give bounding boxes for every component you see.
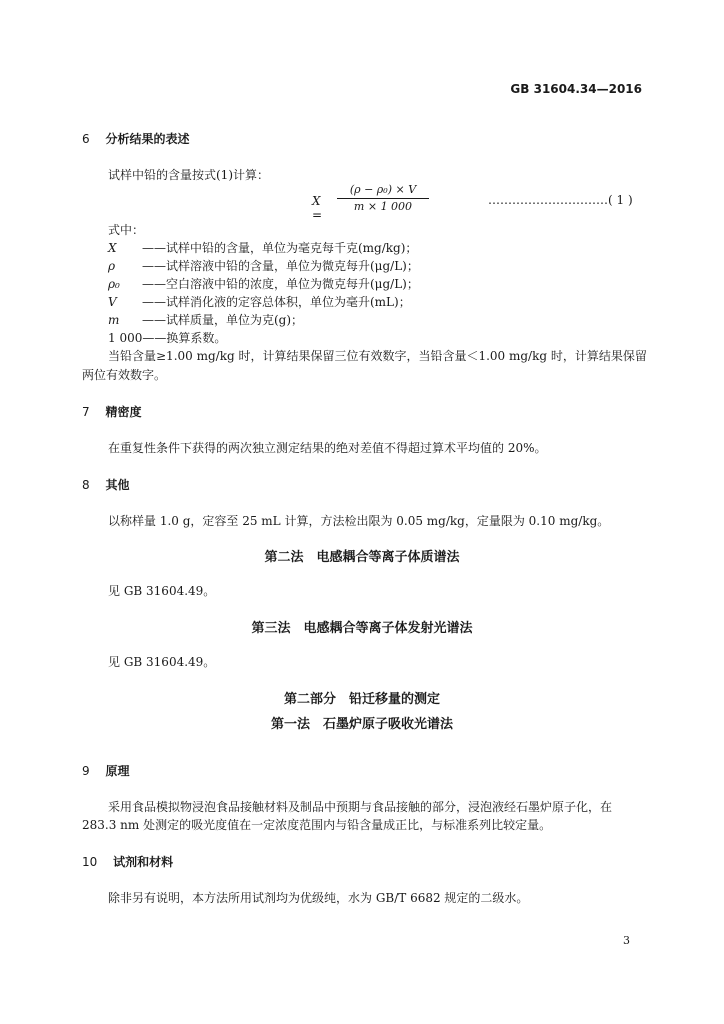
method-2-reference: 见 GB 31604.49。 [108,584,216,598]
section-6-heading [82,130,189,147]
method-3-reference: 见 GB 31604.49。 [108,655,216,669]
result-note-line-2: 两位有效数字。 [82,368,167,382]
section-number: 10 [82,855,98,869]
variable-def [108,311,303,328]
formula-denominator: m × 1 000 [353,200,413,213]
section-number: 6 [82,132,90,146]
section-title: 精密度 [105,405,142,419]
section-8-text: 以称样量 1.0 g，定容至 25 mL 计算，方法检出限为 0.05 mg/kg，定量限为 0.10 mg/kg。 [108,514,610,528]
variable-desc: ——试样中铅的含量，单位为毫克每千克(mg/kg)； [142,241,418,255]
formula-fraction [337,183,429,214]
section-9-heading [82,762,129,779]
variable-symbol: ρ₀ [108,277,120,291]
variable-def [108,239,417,256]
section-title: 分析结果的表述 [105,132,190,146]
section-10-heading [82,853,173,870]
variable-symbol: V [108,295,117,309]
section-number: 7 [82,405,90,419]
variable-def [108,293,411,310]
section-8-heading [82,476,129,493]
variable-def [108,275,419,292]
variable-def [108,257,419,274]
variable-symbol: ρ [108,259,116,273]
variable-symbol: X [108,241,117,255]
formula-number: …………………………( 1 ) [488,193,633,207]
section-9-line-2: 283.3 nm 处测定的吸光度值在一定浓度范围内与铅含量成正比，与标准系列比较定量。 [82,818,552,832]
method-2-title: 第二法 电感耦合等离子体质谱法 [264,550,460,565]
section-title: 其他 [105,478,130,492]
conversion-factor: 1 000——换算系数。 [108,331,227,345]
section-9-line-1: 采用食品模拟物浸泡食品接触材料及制品中预期与食品接触的部分，浸泡液经石墨炉原子化，在 [108,800,613,814]
variable-desc: ——空白溶液中铅的浓度，单位为微克每升(μg/L)； [142,277,419,291]
page-number: 3 [623,934,630,947]
method-3-title: 第三法 电感耦合等离子体发射光谱法 [251,621,473,636]
standard-number: GB 31604.34—2016 [510,82,642,96]
where-label: 式中： [108,223,145,237]
section-7-text: 在重复性条件下获得的两次独立测定结果的绝对差值不得超过算术平均值的 20%。 [108,441,547,455]
result-note-line-1: 当铅含量≥1.00 mg/kg 时，计算结果保留三位有效数字，当铅含量＜1.00 mg/kg 时，计算结果保留 [108,349,647,363]
fraction-bar [337,198,429,199]
part-2-method-1-title: 第一法 石墨炉原子吸收光谱法 [270,717,453,732]
section-10-text: 除非另有说明，本方法所用试剂均为优级纯，水为 GB/T 6682 规定的二级水。 [108,891,529,905]
section-number: 9 [82,764,90,778]
part-2-title: 第二部分 铅迁移量的测定 [283,692,440,707]
formula-lhs: X = [312,194,323,222]
section-7-heading [82,403,141,420]
variable-symbol: m [108,313,120,327]
section-number: 8 [82,478,90,492]
variable-desc: ——试样消化液的定容总体积，单位为毫升(mL)； [142,295,411,309]
section-title: 原理 [105,764,130,778]
variable-desc: ——试样质量，单位为克(g)； [142,313,304,327]
formula-numerator: (ρ − ρ₀) × V [349,183,417,196]
formula-intro: 试样中铅的含量按式(1)计算： [108,168,269,182]
section-title: 试剂和材料 [113,855,174,869]
variable-desc: ——试样溶液中铅的含量，单位为微克每升(μg/L)； [142,259,419,273]
